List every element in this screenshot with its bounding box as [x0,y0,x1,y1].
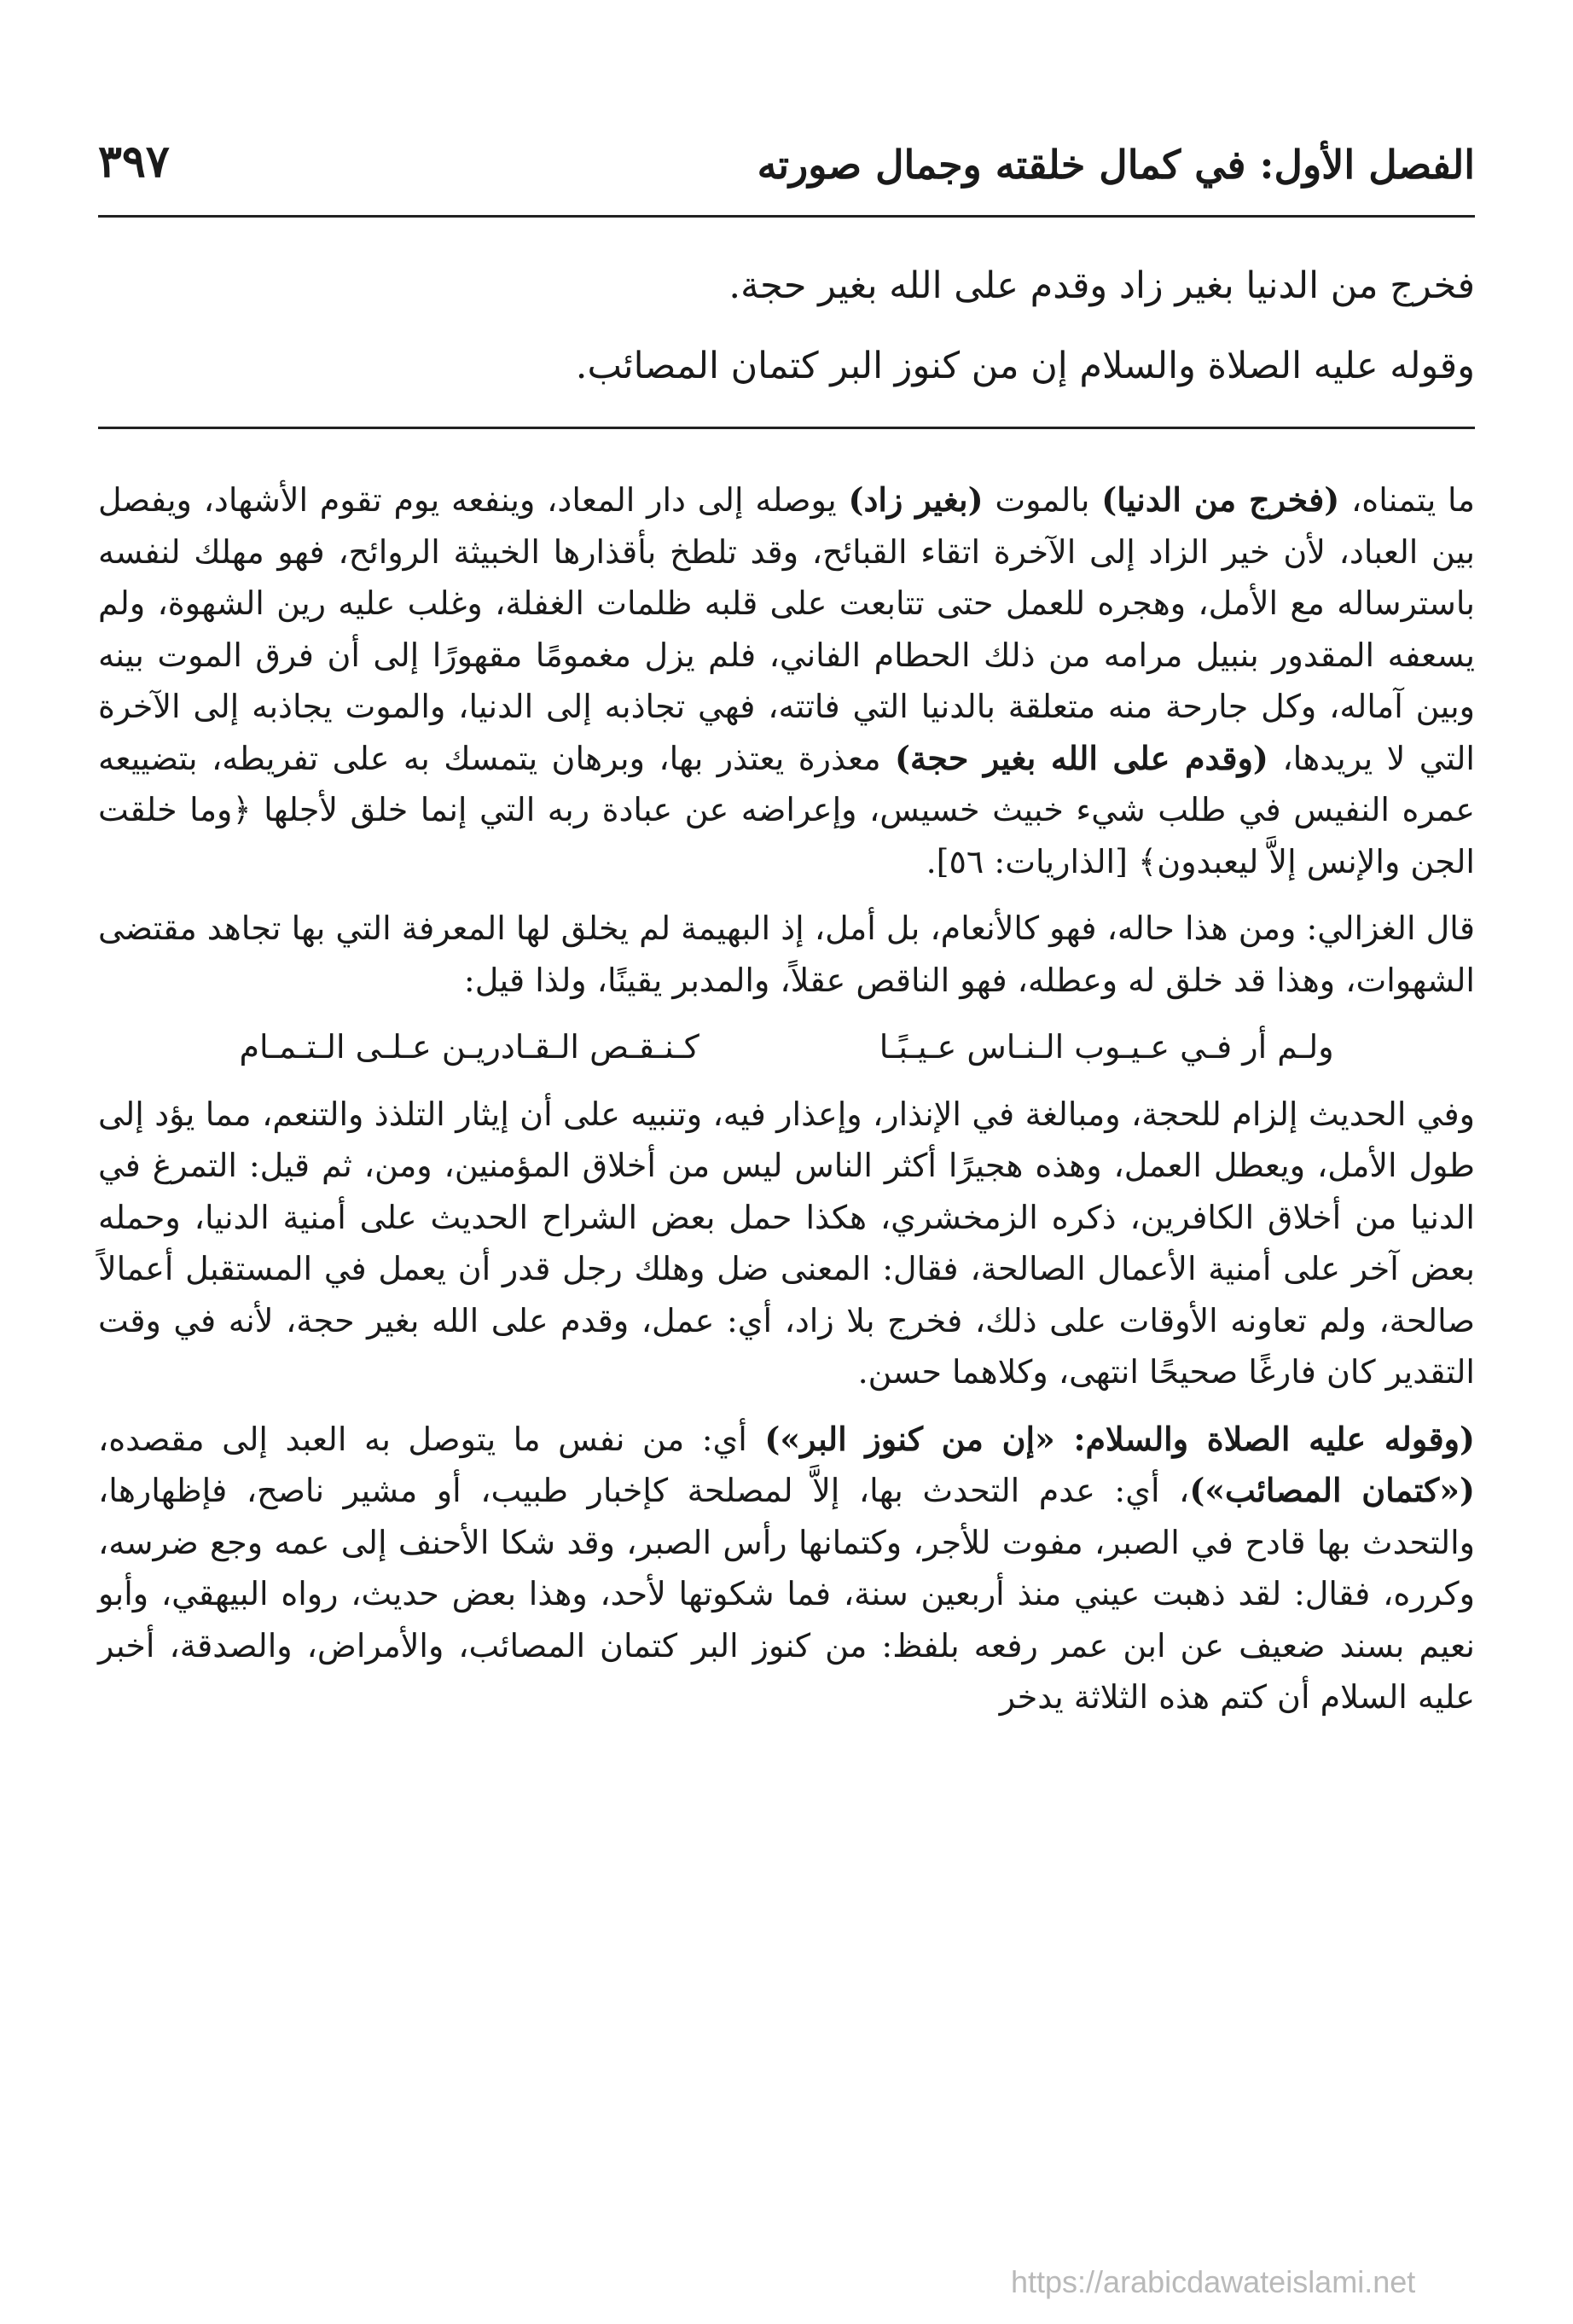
text-run: معذرة يعتذر بها، وبرهان يتمسك به على تفريطه، بتضييعه عمره النفيس في طلب شيء خبيث خسيس، وإعراضه عن عبادة ربه التي إنما خلق لأجلها ﴿وما خلقت الجن والإنس إلاَّ ليعبدون﴾ [الذاريات: ٥٦]. [98,739,1475,880]
page-number: ٣٩٧ [98,136,170,188]
running-title: الفصل الأول: في كمال خلقته وجمال صورته [757,142,1475,188]
poem-verse [149,1021,1424,1073]
poem-hemistich: ولـم أر فـي عـيـوب الـنـاس عـيـبًـا [879,1028,1334,1066]
hadith-line: وقوله عليه الصلاة والسلام إن من كنوز البر كتمان المصائب. [575,345,1475,387]
commentary-body [98,474,1475,1739]
commentary-paragraph: وفي الحديث إلزام للحجة، ومبالغة في الإنذار، وإعذار فيه، وتنبيه على أن إيثار التلذذ والتنعم، مما يؤد إلى طول الأمل، ويعطل العمل، وهذه هجيرًا أكثر الناس ليس من أخلاق المؤمنين، ومن، ثم قيل: التمرغ في الدنيا من أخلاق الكافرين، ذكره الزمخشري، هكذا حمل بعض الشراح الحديث على أمنية الدنيا، وحمله بعض آخر على أمنية الأعمال الصالحة، فقال: المعنى ضل وهلك رجل قدر أن يعمل في المستقبل أعمالاً صالحة، ولم تعاونه الأوقات على ذلك، فخرج بلا زاد، أي: عمل، وقدم على الله بغير حجة، لأنه في وقت التقدير كان فارغًا صحيحًا انتهى، وكلاهما حسن. [98,1095,1475,1391]
hadith-text [98,246,1475,406]
header-divider [98,215,1475,218]
text-run: ما يتمناه، [1339,481,1475,519]
text-run: أي: من نفس ما يتوصل به العبد إلى مقصده، [98,1420,765,1458]
page-header [98,119,1475,188]
commentary-paragraph: قال الغزالي: ومن هذا حاله، فهو كالأنعام، بل أمل، إذ البهيمة لم يخلق لها المعرفة التي بها تجاهد مقتضى الشهوات، وهذا قد خلق له وعطله، فهو الناقص عقلاً، والمدبر يقينًا، ولذا قيل: [98,909,1475,999]
quoted-phrase: («كتمان المصائب») [1189,1471,1475,1509]
quoted-phrase: (وقدم على الله بغير حجة) [895,738,1268,777]
watermark-url: https://arabicdawateislami.net [1011,2264,1416,2299]
text-run: ، أي: عدم التحدث بها، إلاَّ لمصلحة كإخبار طبيب، أو مشير ناصح، فإظهارها، والتحدث بها قادح في الصبر، مفوت للأجر، وكتمانها رأس الصبر، وقد شكا الأحنف إلى عمه وجع ضرسه، وكرره، فقال: لقد ذهبت عيني منذ أربعين سنة، فما شكوتها لأحد، وهذا بعض حديث، رواه البيهقي، وأبو نعيم بسند ضعيف عن ابن عمر رفعه بلفظ: من كنوز البر كتمان المصائب، والأمراض، والصدقة، أخبر عليه السلام أن كتم هذه الثلاثة يدخر [98,1472,1475,1716]
poem-hemistich: كـنـقـص الـقـادريـن عـلـى الـتـمـام [239,1028,699,1066]
commentary-paragraph [98,474,1475,887]
quoted-phrase: (فخرج من الدنيا) [1101,480,1340,519]
quoted-phrase: (وقوله عليه الصلاة والسلام: «إن من كنوز البر») [764,1419,1475,1458]
hadith-line: فخرج من الدنيا بغير زاد وقدم على الله بغير حجة. [728,264,1475,307]
quoted-phrase: (بغير زاد) [848,480,984,519]
commentary-paragraph [98,1414,1475,1723]
text-run: يوصله إلى دار المعاد، وينفعه يوم تقوم الأشهاد، ويفصل بين العباد، لأن خير الزاد إلى الآخرة اتقاء القبائح، وقد تلطخ بأقذارها الخبيثة الروائح، فهو مهلك لنفسه باسترساله مع الأمل، وهجره للعمل حتى تتابعت على قلبه ظلمات الغفلة، وغلب عليه رين الشهوة، ولم يسعفه المقدور بنبيل مرامه من ذلك الحطام الفاني، فلم يزل مغمومًا مقهورًا إلى أن فرق الموت بينه وبين آماله، وكل جارحة منه متعلقة بالدنيا التي فاتته، فهي تجاذبه إلى الدنيا، والموت يجاذبه إلى الآخرة التي لا يريدها، [98,481,1475,777]
text-run: بالموت [983,481,1102,519]
section-divider [98,427,1475,429]
